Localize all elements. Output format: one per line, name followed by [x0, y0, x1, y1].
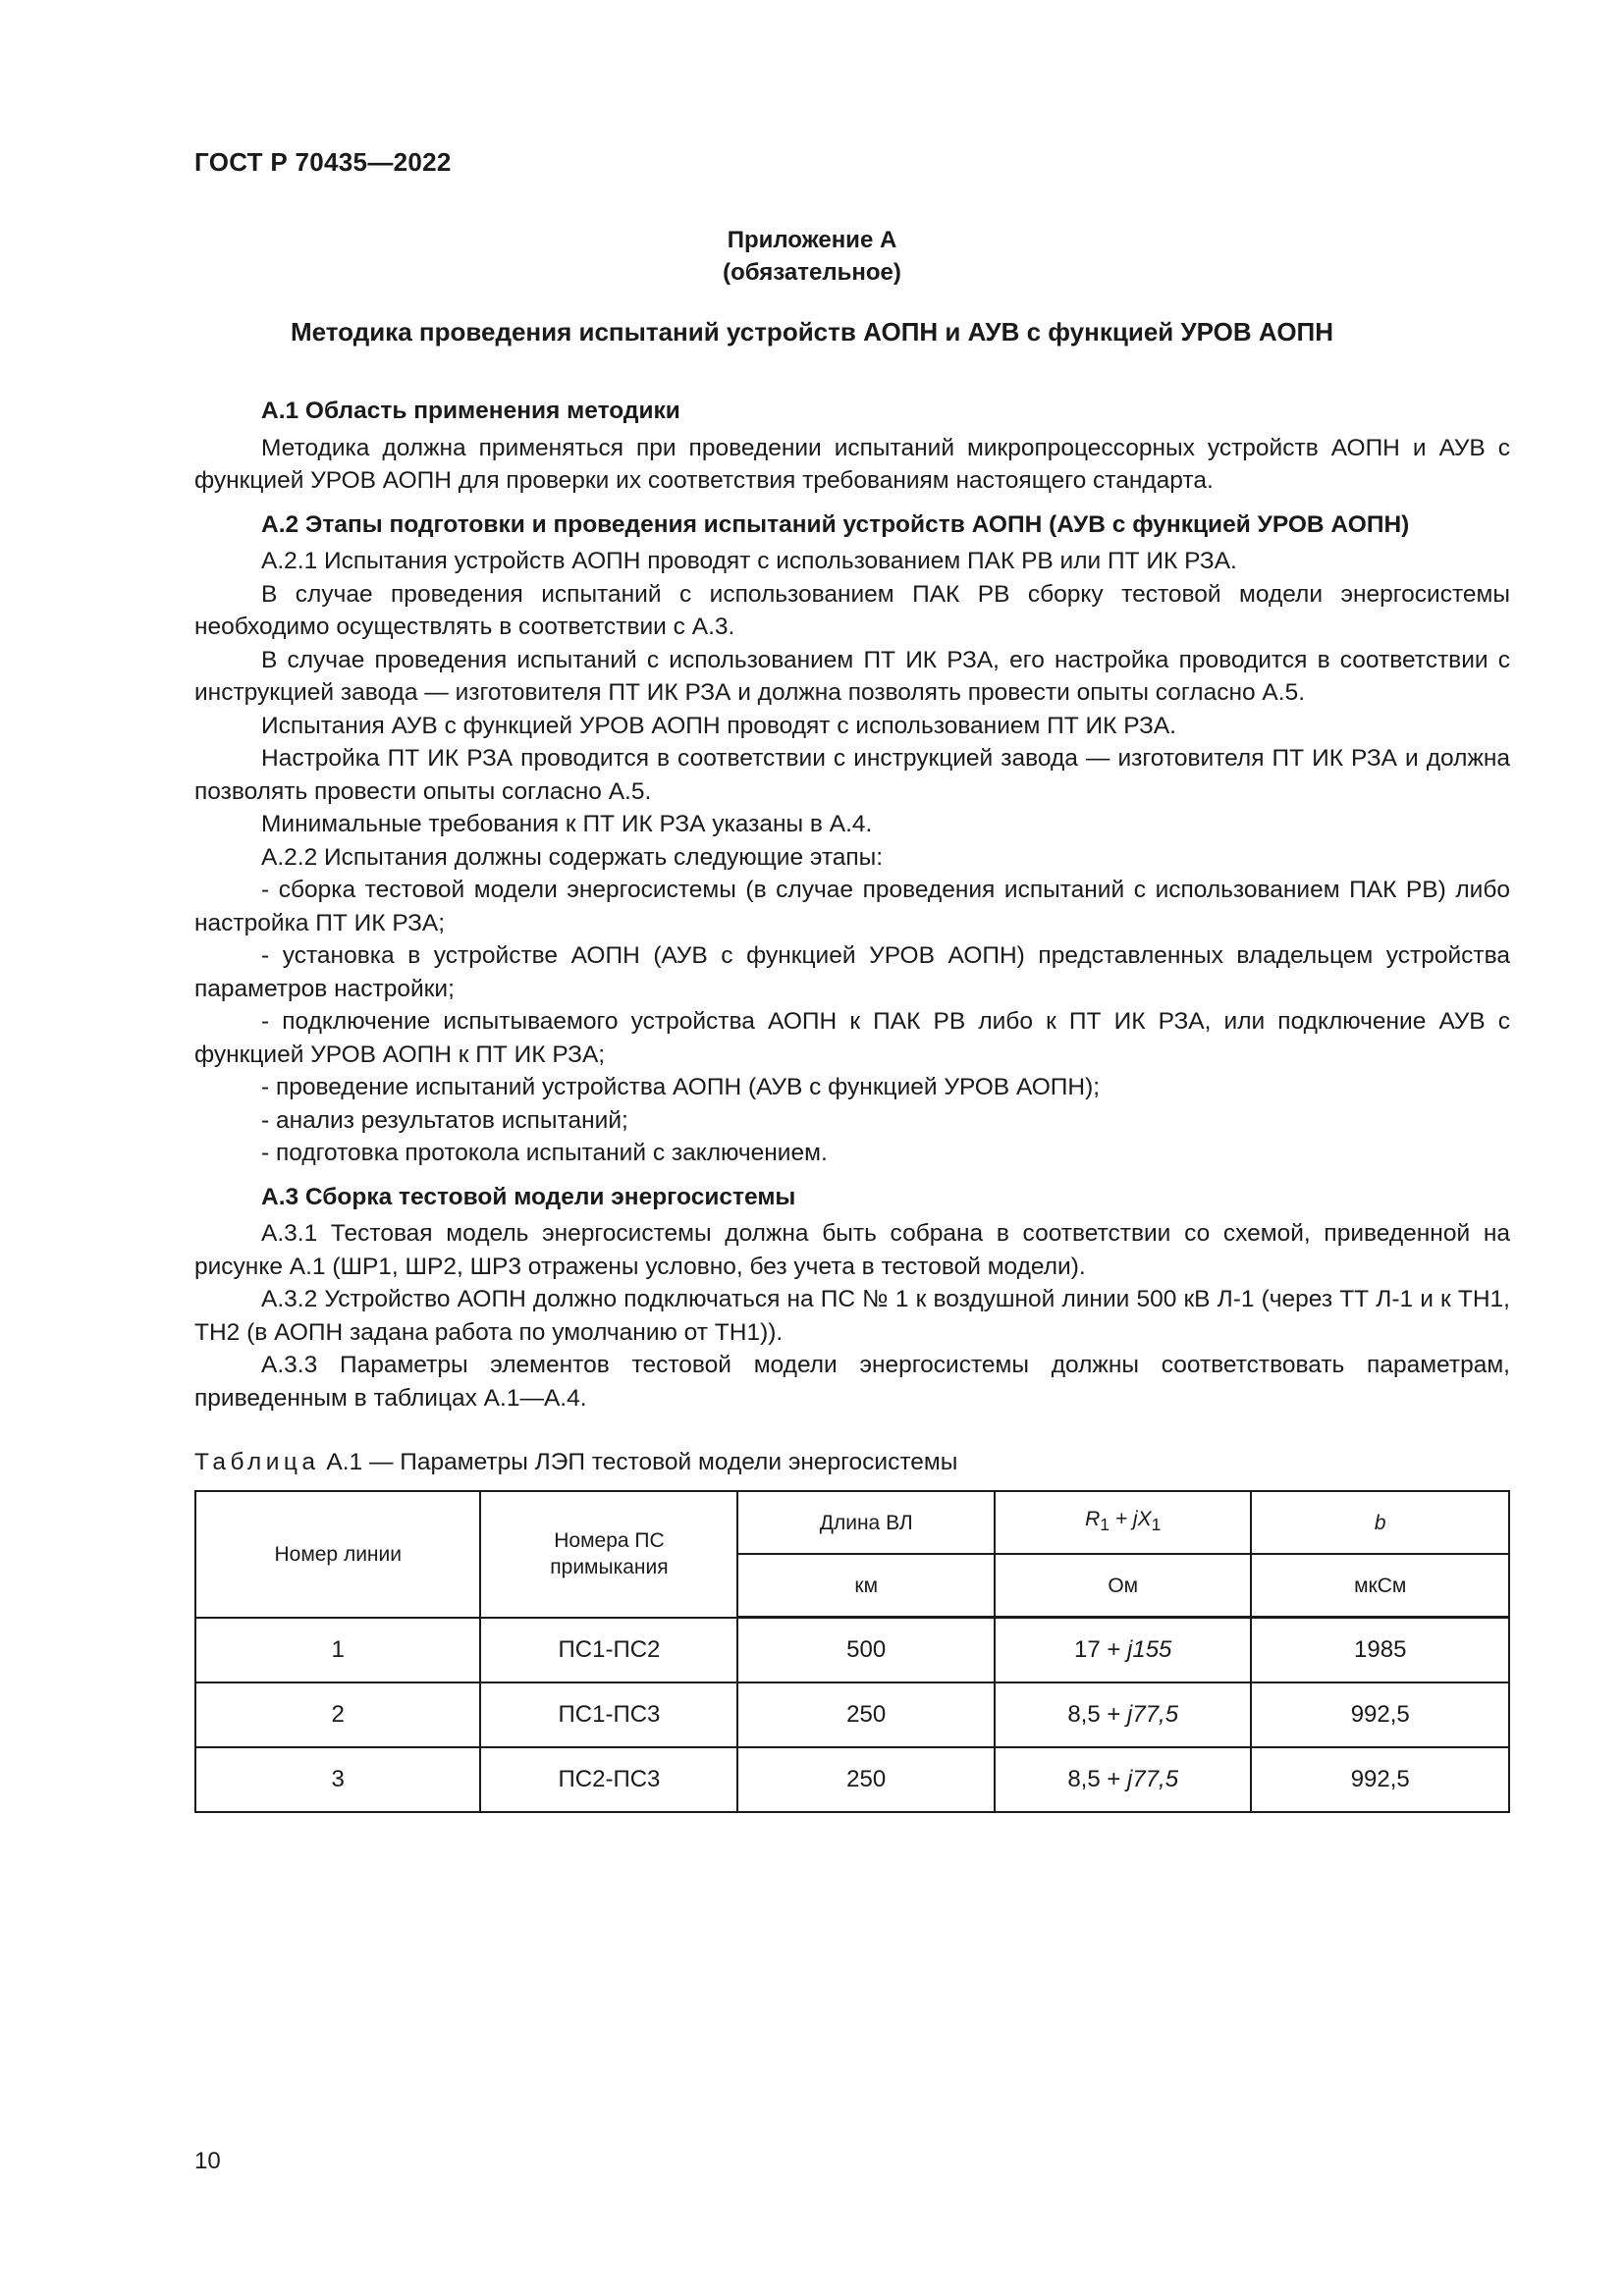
- table-caption: [194, 1449, 957, 1476]
- cell-substations: ПС1-ПС3: [480, 1682, 737, 1747]
- header-length: Длина ВЛ: [737, 1491, 995, 1554]
- impedance-x-symbol: + jX: [1109, 1508, 1152, 1531]
- section-a3-paragraph-3: А.3.3 Параметры элементов тестовой модели энергосистемы должны соответствовать параметрам, приведенным в таблицах А.1—А.4.: [194, 1352, 1510, 1412]
- section-a2-paragraph-3: В случае проведения испытаний с использованием ПТ ИК РЗА, его настройка проводится в соответствии с инструкцией завода — изготовителя ПТ ИК РЗА и должна позволять провести опыты согласно А.5.: [194, 646, 1510, 706]
- section-a2-paragraph-1: А.2.1 Испытания устройств АОПН проводят с использованием ПАК РВ или ПТ ИК РЗА.: [261, 548, 1237, 574]
- section-a2-heading: А.2 Этапы подготовки и проведения испытаний устройств АОПН (АУВ с функцией УРОВ АОПН): [261, 510, 1410, 538]
- cell-impedance-r: 8,5 +: [1067, 1701, 1128, 1728]
- section-a3-paragraph-1: А.3.1 Тестовая модель энергосистемы должна быть собрана в соответствии со схемой, приведенной на рисунке А.1 (ШР1, ШР2, ШР3 отражены условно, без учета в тестовой модели).: [194, 1220, 1510, 1280]
- cell-impedance-r: 17 +: [1073, 1636, 1128, 1663]
- list-item: - проведение испытаний устройства АОПН (АУВ с функцией УРОВ АОПН);: [261, 1074, 1101, 1100]
- cell-impedance-x: j77,5: [1127, 1766, 1179, 1792]
- cell-impedance: [995, 1682, 1252, 1747]
- cell-substations: ПС1-ПС2: [480, 1618, 737, 1683]
- header-unit-length: км: [737, 1554, 995, 1618]
- section-a2-paragraph-5: Настройка ПТ ИК РЗА проводится в соответствии с инструкцией завода — изготовителя ПТ ИК РЗА и должна позволять провести опыты согласно А.5.: [194, 745, 1510, 805]
- body-text: [194, 395, 1510, 1415]
- cell-impedance: [995, 1747, 1252, 1812]
- section-a3-paragraph-2: А.3.2 Устройство АОПН должно подключаться на ПС № 1 к воздушной линии 500 кВ Л-1 (через ТТ Л-1 и к ТН1, ТН2 (в АОПН задана работа по умолчанию от ТН1)).: [194, 1286, 1510, 1346]
- standard-code: ГОСТ Р 70435—2022: [194, 147, 452, 177]
- impedance-r-subscript: 1: [1100, 1515, 1110, 1535]
- annex-title: Методика проведения испытаний устройств АОПН и АУВ с функцией УРОВ АОПН: [290, 317, 1334, 347]
- line-parameters-table: [194, 1490, 1510, 1813]
- cell-length: 250: [737, 1747, 995, 1812]
- annex-status: (обязательное): [723, 259, 901, 286]
- section-a1-paragraph: Методика должна применяться при проведении испытаний микропроцессорных устройств АОПН и АУВ с функцией УРОВ АОПН для проверки их соответствия требованиям настоящего стандарта.: [194, 434, 1510, 494]
- header-impedance: [995, 1491, 1252, 1554]
- section-a1-heading: А.1 Область применения методики: [261, 398, 680, 424]
- list-item: - сборка тестовой модели энергосистемы (в случае проведения испытаний с использованием ПАК РВ) либо настройка ПТ ИК РЗА;: [194, 877, 1510, 936]
- table-caption-prefix: Таблица: [194, 1449, 320, 1475]
- impedance-r-symbol: R: [1085, 1508, 1101, 1531]
- section-a2-paragraph-6: Минимальные требования к ПТ ИК РЗА указаны в А.4.: [261, 811, 873, 837]
- list-item: - анализ результатов испытаний;: [261, 1106, 628, 1134]
- section-a2-paragraph-4: Испытания АУВ с функцией УРОВ АОПН проводят с использованием ПТ ИК РЗА.: [261, 712, 1176, 739]
- cell-susceptance: 992,5: [1251, 1747, 1509, 1812]
- header-substations: Номера ПС примыкания: [480, 1491, 737, 1618]
- cell-substations: ПС2-ПС3: [480, 1747, 737, 1812]
- cell-line: 1: [195, 1618, 480, 1683]
- table-row: [195, 1618, 1509, 1683]
- cell-line: 3: [195, 1747, 480, 1812]
- cell-length: 500: [737, 1618, 995, 1683]
- header-line-number: Номер линии: [195, 1491, 480, 1618]
- cell-susceptance: 992,5: [1251, 1682, 1509, 1747]
- page-number: 10: [194, 2148, 221, 2174]
- annex-heading: [0, 224, 1624, 289]
- annex-label: Приложение А: [727, 227, 897, 253]
- section-a2-paragraph-2: В случае проведения испытаний с использованием ПАК РВ сборку тестовой модели энергосистемы необходимо осуществлять в соответствии с А.3.: [194, 580, 1510, 640]
- table-caption-text: А.1 — Параметры ЛЭП тестовой модели энергосистемы: [319, 1449, 958, 1475]
- table-row: [195, 1682, 1509, 1747]
- impedance-x-subscript: 1: [1151, 1515, 1162, 1535]
- section-a3-heading: А.3 Сборка тестовой модели энергосистемы: [261, 1183, 796, 1210]
- list-item: - подготовка протокола испытаний с заключением.: [261, 1140, 828, 1166]
- list-item: - подключение испытываемого устройства АОПН к ПАК РВ либо к ПТ ИК РЗА, или подключение АУВ с функцией УРОВ АОПН к ПТ ИК РЗА;: [194, 1008, 1510, 1068]
- header-unit-impedance: Ом: [995, 1554, 1252, 1618]
- cell-line: 2: [195, 1682, 480, 1747]
- cell-impedance-x: j155: [1127, 1636, 1172, 1663]
- cell-impedance-r: 8,5 +: [1067, 1766, 1128, 1792]
- cell-impedance-x: j77,5: [1127, 1701, 1179, 1728]
- section-a2-paragraph-7: А.2.2 Испытания должны содержать следующие этапы:: [261, 843, 884, 871]
- cell-impedance: [995, 1618, 1252, 1683]
- cell-susceptance: 1985: [1251, 1618, 1509, 1683]
- list-item: - установка в устройстве АОПН (АУВ с функцией УРОВ АОПН) представленных владельцем устройства параметров настройки;: [194, 942, 1510, 1002]
- table-row: [195, 1747, 1509, 1812]
- header-unit-susceptance: мкСм: [1251, 1554, 1509, 1618]
- header-susceptance: b: [1251, 1491, 1509, 1554]
- cell-length: 250: [737, 1682, 995, 1747]
